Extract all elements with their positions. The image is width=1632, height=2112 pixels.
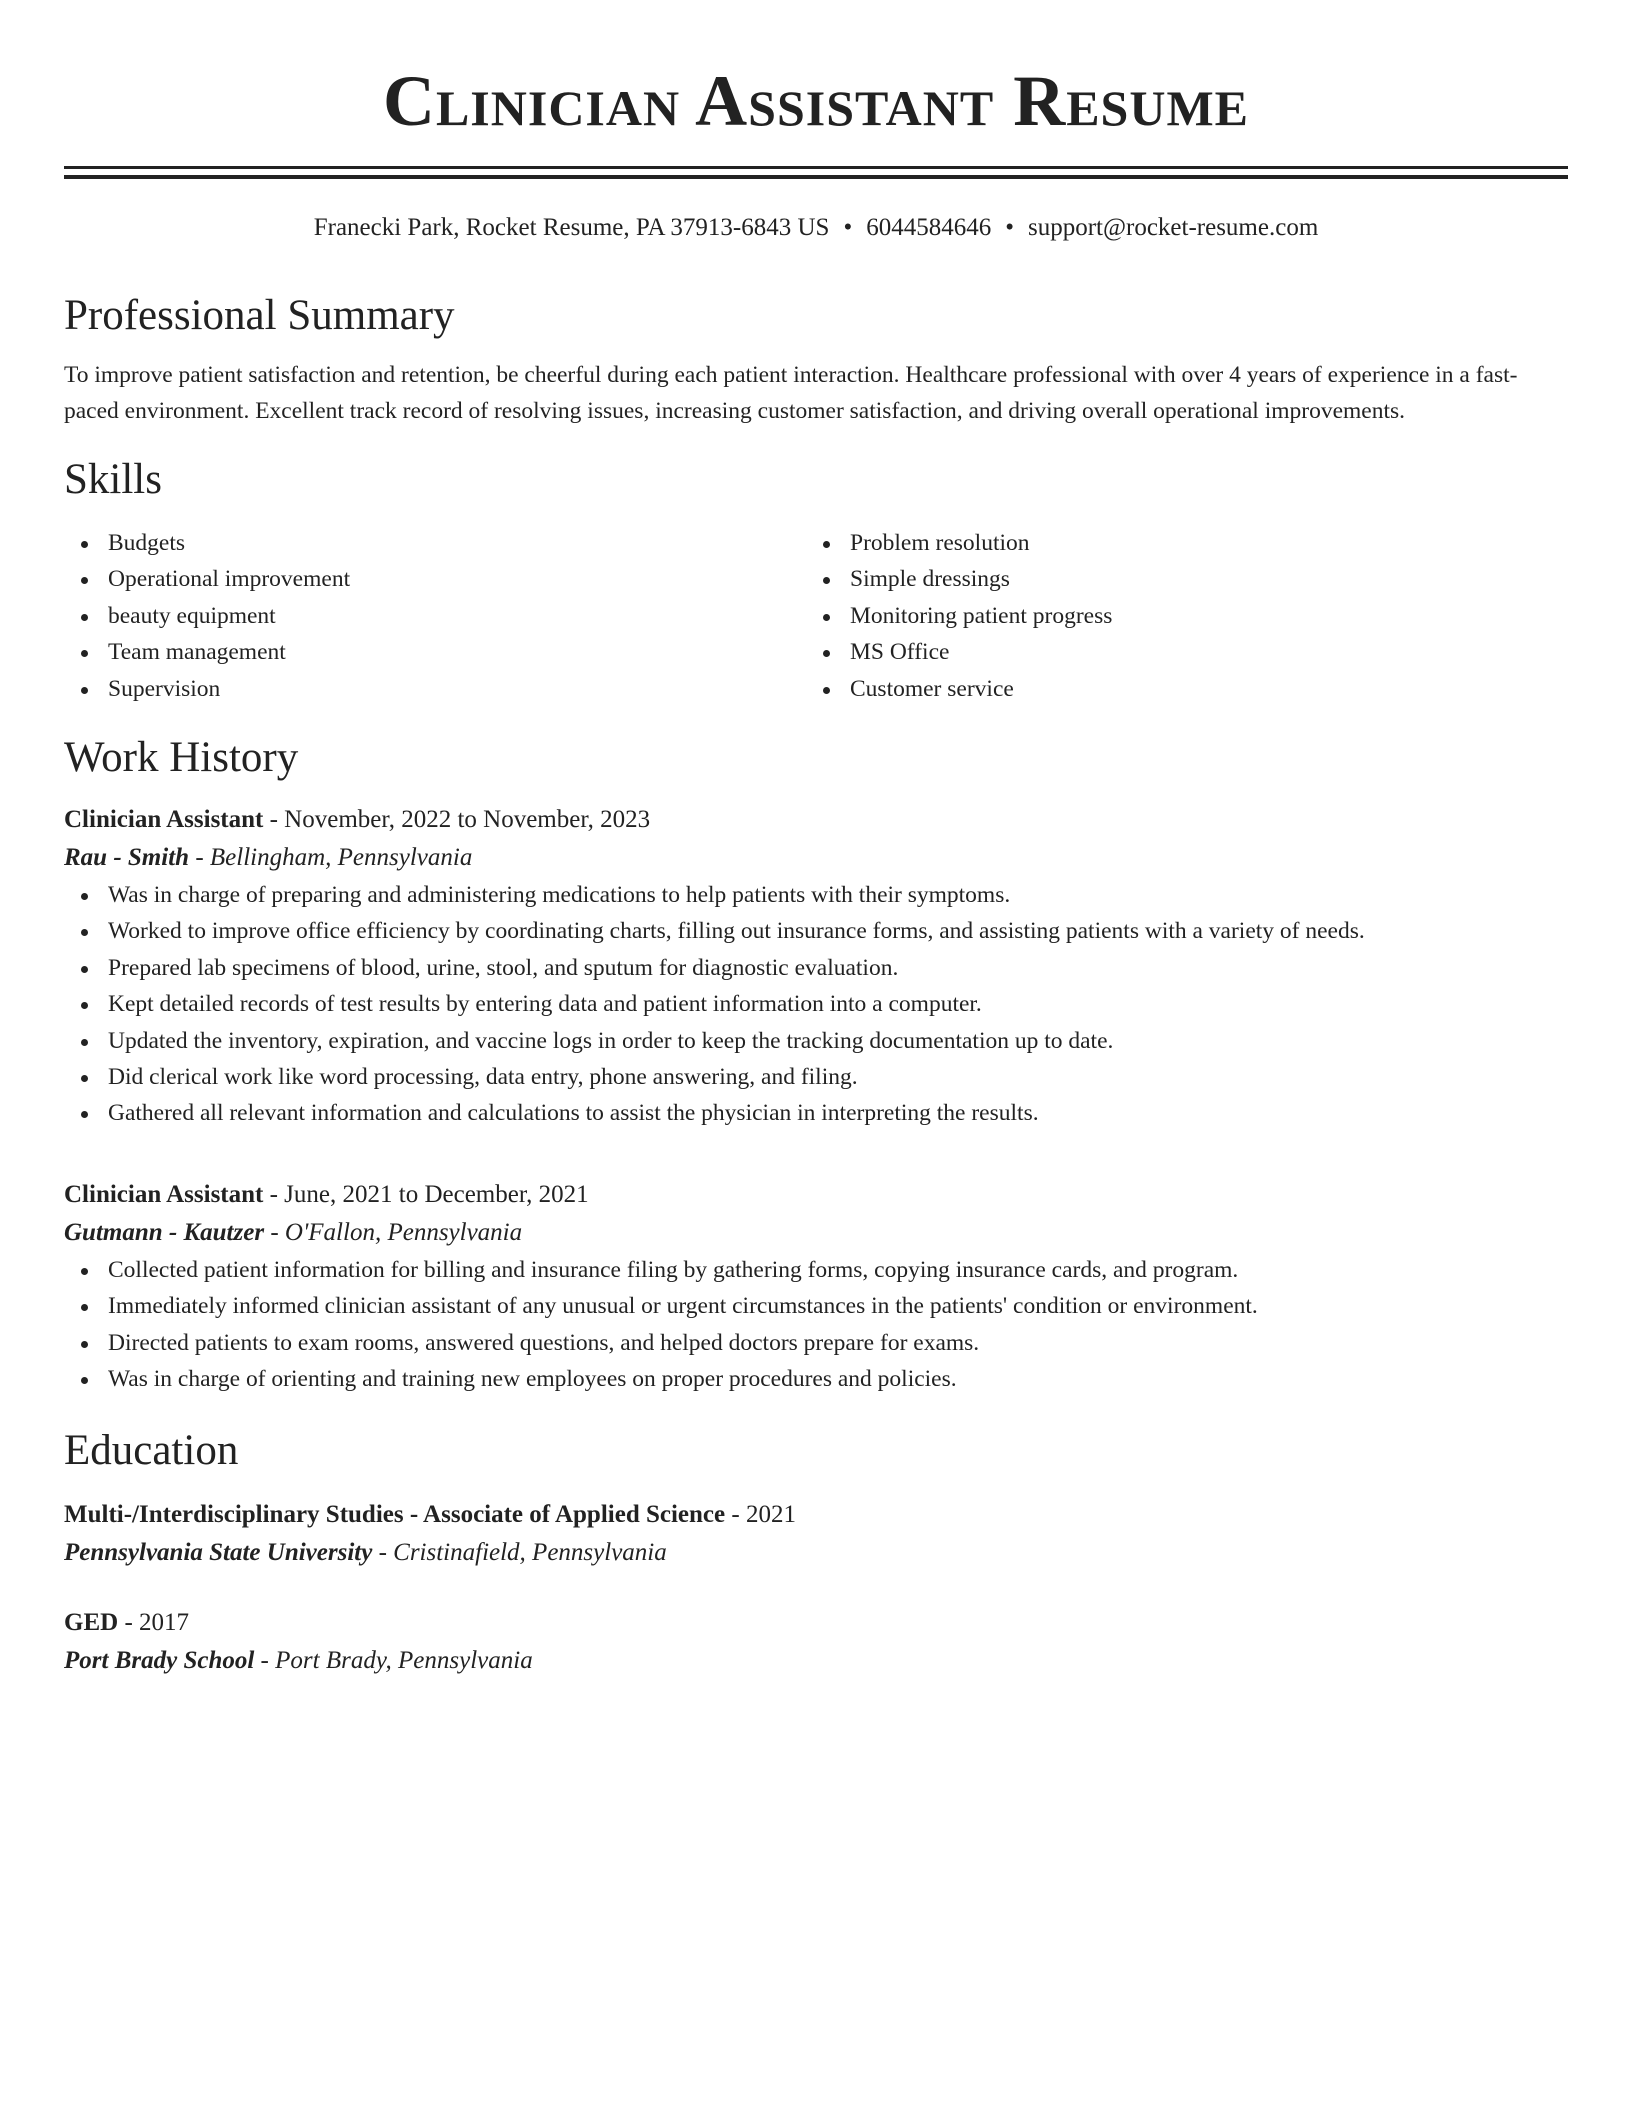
contact-separator: •	[843, 214, 853, 241]
skill-item: Customer service	[806, 671, 1548, 707]
education-year: - 2017	[118, 1608, 190, 1636]
education-school-line	[64, 1642, 1568, 1680]
education-degree: Multi-/Interdisciplinary Studies - Associate of Applied Science	[64, 1500, 726, 1528]
education-degree-line	[64, 1604, 1568, 1642]
skills-list	[64, 525, 1568, 707]
title-rule-top	[64, 166, 1568, 169]
skills-column-left	[64, 525, 806, 707]
contact-line	[64, 211, 1568, 245]
summary-heading: Professional Summary	[64, 292, 455, 339]
job-duty: Was in charge of preparing and administering medications to help patients with their symptoms.	[64, 877, 1568, 913]
job-duty: Did clerical work like word processing, data entry, phone answering, and filing.	[64, 1059, 1568, 1095]
job-duty: Was in charge of orienting and training new employees on proper procedures and policies.	[64, 1361, 1568, 1397]
education-year: - 2021	[725, 1500, 796, 1528]
job-duty: Updated the inventory, expiration, and vaccine logs in order to keep the tracking documentation up to date.	[64, 1023, 1568, 1059]
job-company-line	[64, 1214, 1568, 1252]
education-school: Port Brady School	[64, 1646, 255, 1674]
skill-item: Team management	[64, 634, 806, 670]
job-duties	[64, 877, 1568, 1132]
education-degree-line	[64, 1496, 1568, 1534]
job-duty: Immediately informed clinician assistant of any unusual or urgent circumstances in the patients' condition or environment.	[64, 1288, 1568, 1324]
skill-item: Budgets	[64, 525, 806, 561]
job-duty: Prepared lab specimens of blood, urine, stool, and sputum for diagnostic evaluation.	[64, 950, 1568, 986]
job-title: Clinician Assistant	[64, 806, 264, 834]
contact-phone: 6044584646	[866, 214, 992, 241]
education-entry	[64, 1604, 1568, 1680]
education-entry	[64, 1496, 1568, 1572]
education-school: Pennsylvania State University	[64, 1538, 373, 1566]
job-duty: Kept detailed records of test results by entering data and patient information into a computer.	[64, 986, 1568, 1022]
job-duty: Collected patient information for billing and insurance filing by gathering forms, copying insurance cards, and program.	[64, 1252, 1568, 1288]
skill-item: beauty equipment	[64, 598, 806, 634]
skill-item: Monitoring patient progress	[806, 598, 1548, 634]
education-school-line	[64, 1534, 1568, 1572]
skill-item: Operational improvement	[64, 561, 806, 597]
education-heading: Education	[64, 1426, 239, 1474]
job-title-line	[64, 1176, 1568, 1214]
summary-text: To improve patient satisfaction and retention, be cheerful during each patient interaction. Healthcare professional with over 4 years of experience in a fast-paced environment. Excellent track record of resolving issues, increasing customer satisfaction, and driving overall operational improvements.	[64, 362, 1518, 424]
job-duty: Gathered all relevant information and calculations to assist the physician in interpreting the results.	[64, 1095, 1568, 1131]
job-dates: - November, 2022 to November, 2023	[263, 806, 651, 834]
job-title-line	[64, 801, 1568, 839]
contact-separator: •	[1005, 214, 1014, 241]
skill-item: Problem resolution	[806, 525, 1548, 561]
job-location: - O'Fallon, Pennsylvania	[264, 1218, 523, 1246]
contact-email: support@rocket-resume.com	[1027, 214, 1319, 241]
education-degree: GED	[64, 1608, 119, 1636]
job-entry	[64, 801, 1568, 1132]
skill-item: Simple dressings	[806, 561, 1548, 597]
job-entry	[64, 1176, 1568, 1398]
job-company-line	[64, 839, 1568, 877]
education-location: - Port Brady, Pennsylvania	[254, 1646, 533, 1674]
resume-title: Clinician Assistant Resume	[382, 61, 1250, 141]
job-location: - Bellingham, Pennsylvania	[189, 844, 473, 872]
skills-heading: Skills	[64, 456, 162, 503]
skill-item: Supervision	[64, 671, 806, 707]
job-duty: Directed patients to exam rooms, answered questions, and helped doctors prepare for exams.	[64, 1325, 1568, 1361]
job-duty: Worked to improve office efficiency by coordinating charts, filling out insurance forms, and assisting patients with a variety of needs.	[64, 913, 1568, 949]
skills-column-right	[806, 525, 1548, 707]
contact-address: Franecki Park, Rocket Resume, PA 37913-6843 US	[313, 214, 830, 241]
job-title: Clinician Assistant	[64, 1180, 264, 1208]
job-duties	[64, 1252, 1568, 1398]
work-history-heading: Work History	[64, 734, 299, 782]
job-company: Rau - Smith	[64, 844, 190, 872]
job-company: Gutmann - Kautzer	[64, 1218, 265, 1246]
skill-item: MS Office	[806, 634, 1548, 670]
education-location: - Cristinafield, Pennsylvania	[372, 1538, 667, 1566]
resume-page	[64, 0, 1568, 1680]
title-rule-bottom	[64, 175, 1568, 179]
job-dates: - June, 2021 to December, 2021	[263, 1180, 589, 1208]
